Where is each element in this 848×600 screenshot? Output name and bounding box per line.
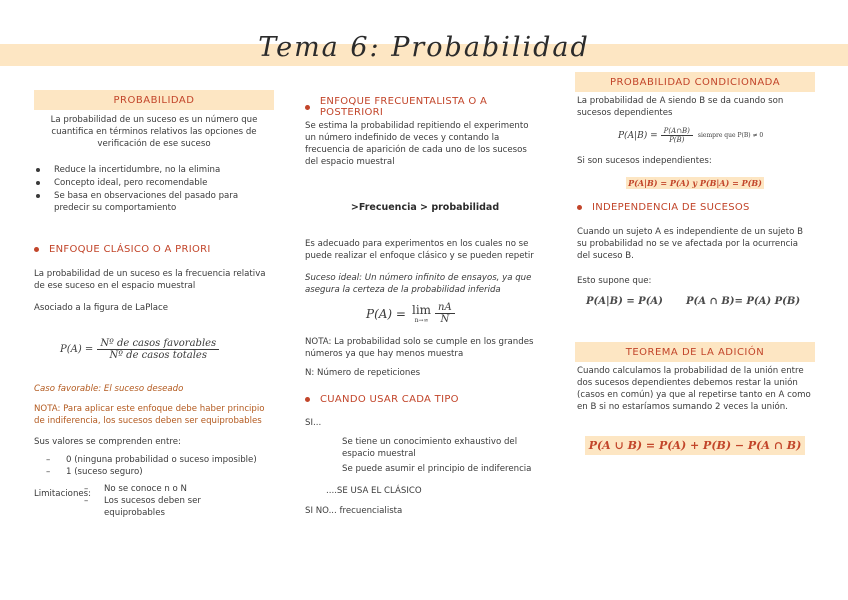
clasico-text: La probabilidad de un suceso es la frecuencia relativa de ese suceso en el espacio muestral bbox=[34, 269, 266, 291]
bullet-dot-icon bbox=[305, 397, 310, 402]
formula-numerator: P(A∩B) bbox=[661, 127, 693, 136]
frecuentalista-formula bbox=[366, 302, 455, 325]
list-item: – Los sucesos deben ser equiprobables bbox=[72, 495, 242, 519]
suceso-ideal: Suceso ideal: Un número infinito de ensayos, ya que asegura la certeza de la probabilidad inferida bbox=[305, 273, 532, 295]
formula-lim-sub: n→∞ bbox=[414, 317, 429, 324]
frecuentalista-text-2: Es adecuado para experimentos en los cuales no se puede realizar el enfoque clásico y se pueden repetir bbox=[305, 239, 534, 261]
frecuentalista-text: Se estima la probabilidad repitiendo el experimento un número indefinido de veces y contando la frecuencia de aparición de cada uno de los sucesos del espacio muestral bbox=[305, 121, 529, 167]
section-header-label: ENFOQUE CLÁSICO O A PRIORI bbox=[49, 244, 211, 255]
formula-condition: siempre que P(B) ≠ 0 bbox=[697, 132, 764, 139]
section-header-clasico bbox=[34, 244, 274, 255]
section-header-label: CUANDO USAR CADA TIPO bbox=[320, 394, 459, 405]
list-item: – No se conoce n o N bbox=[72, 483, 242, 495]
clasico-nota: NOTA: Para aplicar este enfoque debe haber principio de indiferencia, los sucesos deben ser equiprobables bbox=[34, 404, 265, 426]
formula-numerator: Nº de casos favorables bbox=[97, 338, 219, 350]
independencia-formula-2: P(A ∩ B)= P(A) P(B) bbox=[686, 296, 801, 307]
list-item: Reduce la incertidumbre, no la elimina bbox=[34, 164, 274, 176]
condicionada-formula bbox=[618, 127, 763, 144]
formula-lhs: P(A) = bbox=[60, 344, 94, 355]
section-header-probabilidad: PROBABILIDAD bbox=[34, 90, 274, 110]
formula-denominator: N bbox=[440, 314, 450, 325]
section-header-label: ENFOQUE FRECUENTALISTA O A POSTERIORI bbox=[319, 96, 488, 118]
section-header-independencia bbox=[577, 202, 817, 213]
independencia-text: Cuando un sujeto A es independiente de un sujeto B su probabilidad no se ve afectada por la ocurrencia del suceso B. bbox=[577, 227, 803, 261]
probabilidad-intro: La probabilidad de un suceso es un número que cuantifica en términos relativos las opciones de verificación de ese suceso bbox=[50, 115, 258, 149]
section-header-cuando bbox=[305, 394, 545, 405]
caso-favorable: Caso favorable: El suceso deseado bbox=[34, 384, 184, 394]
formula-denominator: Nº de casos totales bbox=[109, 350, 207, 361]
page-title: Tema 6: Probabilidad bbox=[258, 32, 590, 63]
si-label: SI... bbox=[305, 418, 322, 428]
laplace-text: Asociado a la figura de LaPlace bbox=[34, 303, 169, 313]
si-no: SI NO... frecuencialista bbox=[305, 506, 403, 516]
adicion-text: Cuando calculamos la probabilidad de la unión entre dos sucesos dependientes debemos restar la unión (casos en común) ya que al repetirse tanto en A como en B si no estaríamos sumando 2 veces la unión. bbox=[577, 366, 811, 412]
limitaciones-label: Limitaciones: bbox=[34, 489, 92, 499]
bullet-dot-icon bbox=[34, 247, 39, 252]
section-header-frecuentalista bbox=[305, 96, 545, 118]
laplace-formula bbox=[60, 338, 219, 361]
supone-text: Esto supone que: bbox=[577, 276, 652, 286]
section-header-label: INDEPENDENCIA DE SUCESOS bbox=[592, 202, 750, 213]
independientes-formula bbox=[575, 177, 815, 189]
bullet-dot-icon bbox=[577, 205, 582, 210]
valores-intro: Sus valores se comprenden entre: bbox=[34, 437, 181, 447]
independencia-formula-1: P(A|B) = P(A) bbox=[586, 296, 663, 307]
valores-list bbox=[34, 454, 274, 478]
limitaciones-list bbox=[72, 483, 242, 519]
se-usa-clasico: ....SE USA EL CLÁSICO bbox=[326, 486, 422, 496]
n-definicion: N: Número de repeticiones bbox=[305, 368, 421, 378]
formula-text: P(A|B) = P(A) y P(B|A) = P(B) bbox=[628, 178, 762, 188]
frecuentalista-nota: NOTA: La probabilidad solo se cumple en los grandes números ya que hay menos muestra bbox=[305, 337, 534, 359]
probabilidad-bullets bbox=[34, 164, 274, 215]
formula-denominator: P(B) bbox=[669, 136, 685, 144]
frecuencia-probabilidad: >Frecuencia > probabilidad bbox=[350, 202, 500, 213]
condicionada-text: La probabilidad de A siendo B se da cuando son sucesos dependientes bbox=[577, 96, 784, 118]
formula-numerator: nA bbox=[435, 302, 455, 314]
bullet-dot-icon bbox=[305, 105, 310, 110]
formula-lhs: P(A) = bbox=[366, 306, 406, 321]
si-item-1: Se tiene un conocimiento exhaustivo del espacio muestral bbox=[342, 437, 518, 459]
list-item: – 1 (suceso seguro) bbox=[34, 466, 274, 478]
formula-lhs: P(A|B) = bbox=[618, 130, 658, 141]
independientes-text: Si son sucesos independientes: bbox=[577, 156, 712, 166]
section-header-adicion: TEOREMA DE LA ADICIÓN bbox=[575, 342, 815, 362]
formula-lim: lim bbox=[411, 303, 432, 317]
list-item: – 0 (ninguna probabilidad o suceso imposible) bbox=[34, 454, 274, 466]
section-header-condicionada: PROBABILIDAD CONDICIONADA bbox=[575, 72, 815, 92]
list-item: Concepto ideal, pero recomendable bbox=[34, 177, 274, 189]
adicion-formula-wrap bbox=[575, 436, 815, 455]
si-item-2: Se puede asumir el principio de indiferencia bbox=[342, 464, 532, 474]
list-item: Se basa en observaciones del pasado para predecir su comportamiento bbox=[34, 190, 274, 214]
adicion-formula: P(A ∪ B) = P(A) + P(B) − P(A ∩ B) bbox=[585, 436, 806, 455]
